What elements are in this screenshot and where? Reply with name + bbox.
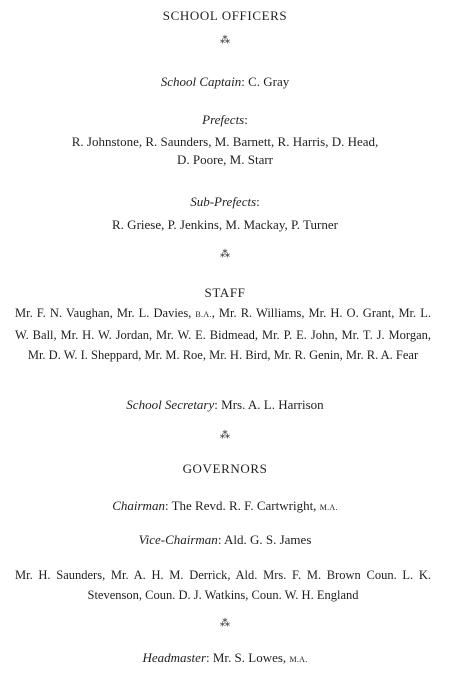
sub-prefects-label: Sub-Prefects [190, 194, 257, 209]
school-secretary-line [0, 395, 450, 415]
headmaster-sep: : [206, 650, 210, 665]
staff-text-a: Mr. F. N. Vaughan, Mr. L. Davies, [15, 306, 192, 320]
staff-degree-ba: B.A. [195, 310, 212, 319]
staff-text-b: , Mr. R. Williams, Mr. H. O. Grant, Mr. L. W. Ball, Mr. H. W. Jordan, Mr. W. E. Bidmead, Mr. P. E. John, Mr. T. J. Morgan, Mr. D. W. I. Sheppard, Mr. M. Roe, Mr. H. Bird, Mr. R. Genin, Mr. R. A. Fear [15, 306, 431, 362]
school-officers-heading: SCHOOL OFFICERS [162, 8, 288, 23]
prefects-sep: : [244, 112, 248, 127]
sub-prefects-label-line [0, 192, 450, 212]
ornament-icon: ⁂ [220, 35, 230, 46]
school-captain-name: C. Gray [248, 74, 290, 89]
chairman-label: Chairman [112, 498, 165, 513]
school-secretary-sep: : [214, 397, 218, 412]
school-captain-label: School Captain [160, 74, 242, 89]
school-secretary-name: Mrs. A. L. Harrison [221, 397, 324, 412]
school-captain-line [0, 72, 450, 92]
prefects-label-line [0, 110, 450, 130]
vice-chairman-label: Vice-Chairman [138, 532, 218, 547]
staff-heading: STAFF [204, 285, 246, 300]
sub-prefects-names: R. Griese, P. Jenkins, M. Mackay, P. Turner [112, 217, 338, 232]
sub-prefects-sep: : [256, 194, 260, 209]
chairman-name: The Revd. R. F. Cartwright, [171, 498, 317, 513]
ornament-icon: ⁂ [220, 618, 230, 629]
ornament-icon: ⁂ [220, 430, 230, 441]
chairman-sep: : [164, 498, 169, 513]
prefects-label: Prefects [202, 112, 245, 127]
ornament-icon: ⁂ [220, 249, 230, 260]
governors-heading: GOVERNORS [182, 461, 268, 476]
vice-chairman-line [0, 530, 450, 550]
prefects-names-line-2: D. Poore, M. Starr [176, 152, 274, 167]
school-secretary-label: School Secretary [126, 397, 215, 412]
chairman-degree: M.A. [319, 503, 338, 512]
vice-chairman-sep: : [217, 532, 222, 547]
headmaster-degree: M.A. [289, 655, 308, 664]
chairman-line [0, 496, 450, 518]
prefects-names-line-1: R. Johnstone, R. Saunders, M. Barnett, R. Harris, D. Head, [71, 134, 379, 149]
governors-members: Mr. H. Saunders, Mr. A. H. M. Derrick, Ald. Mrs. F. M. Brown Coun. L. K. Stevenson, Coun. D. J. Watkins, Coun. W. H. England [15, 568, 431, 602]
staff-list [15, 303, 431, 365]
school-captain-sep: : [241, 74, 245, 89]
headmaster-line [0, 648, 450, 670]
headmaster-label: Headmaster [142, 650, 206, 665]
headmaster-name: Mr. S. Lowes, [212, 650, 287, 665]
vice-chairman-name: Ald. G. S. James [223, 532, 312, 547]
